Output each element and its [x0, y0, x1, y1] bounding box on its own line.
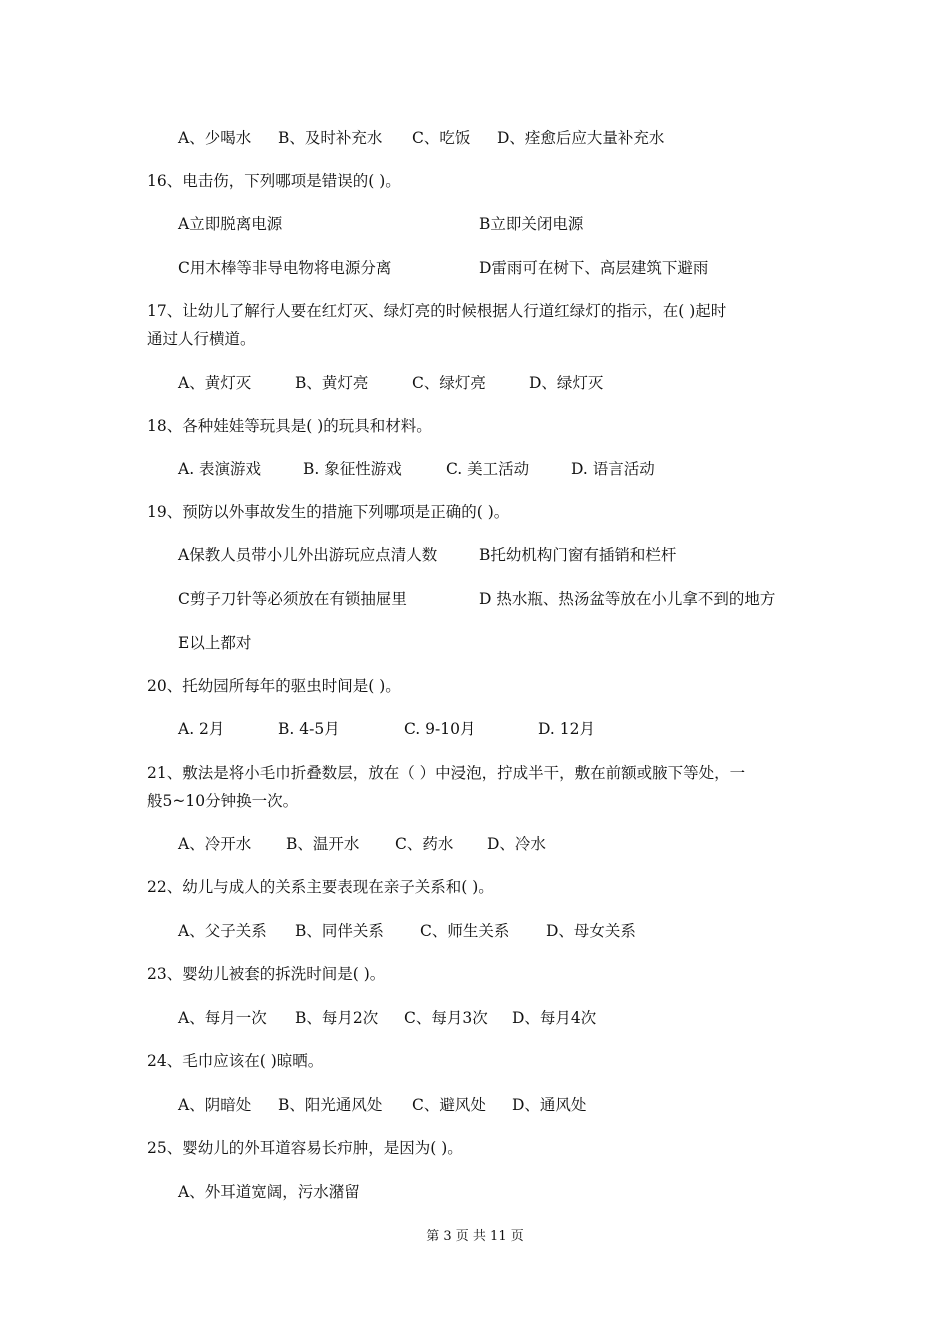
q18-option-c: C. 美工活动 — [446, 460, 530, 478]
q18-stem: 18、各种娃娃等玩具是( )的玩具和材料。 — [147, 417, 432, 435]
q22-option-b: B、同伴关系 — [295, 922, 384, 940]
q15-option-a: A、少喝水 — [178, 129, 252, 147]
q20-stem: 20、托幼园所每年的驱虫时间是( )。 — [147, 677, 401, 695]
q19-stem: 19、预防以外事故发生的措施下列哪项是正确的( )。 — [147, 503, 510, 521]
q16-option-c: C用木棒等非导电物将电源分离 — [178, 259, 392, 277]
q21-stem-line2: 般5~10分钟换一次。 — [147, 792, 299, 810]
q17-stem-line1: 17、让幼儿了解行人要在红灯灭、绿灯亮的时候根据人行道红绿灯的指示，在( )起时 — [147, 302, 727, 320]
q17-option-a: A、黄灯灭 — [178, 374, 252, 392]
q15-option-c: C、吃饭 — [412, 129, 471, 147]
q25-stem: 25、婴幼儿的外耳道容易长疖肿，是因为( )。 — [147, 1139, 463, 1157]
q21-option-a: A、冷开水 — [178, 835, 252, 853]
q24-option-c: C、避风处 — [412, 1096, 486, 1114]
q20-option-a: A. 2月 — [178, 720, 225, 738]
q22-option-c: C、师生关系 — [420, 922, 510, 940]
q16-stem: 16、电击伤，下列哪项是错误的( )。 — [147, 172, 401, 190]
q23-option-b: B、每月2次 — [295, 1009, 379, 1027]
q19-option-c: C剪子刀针等必须放在有锁抽屉里 — [178, 590, 407, 608]
q17-option-b: B、黄灯亮 — [295, 374, 369, 392]
q23-stem: 23、婴幼儿被套的拆洗时间是( )。 — [147, 965, 386, 983]
q22-option-d: D、母女关系 — [546, 922, 636, 940]
q19-option-a: A保教人员带小儿外出游玩应点清人数 — [178, 546, 438, 564]
q22-option-a: A、父子关系 — [178, 922, 267, 940]
q19-option-d: D 热水瓶、热汤盆等放在小儿拿不到的地方 — [479, 590, 776, 608]
q22-stem: 22、幼儿与成人的关系主要表现在亲子关系和( )。 — [147, 878, 494, 896]
q20-option-d: D. 12月 — [538, 720, 595, 738]
q23-option-d: D、每月4次 — [512, 1009, 597, 1027]
q21-option-b: B、温开水 — [286, 835, 360, 853]
q24-stem: 24、毛巾应该在( )晾晒。 — [147, 1052, 324, 1070]
q21-option-c: C、药水 — [395, 835, 454, 853]
q17-option-d: D、绿灯灭 — [529, 374, 604, 392]
q16-option-b: B立即关闭电源 — [479, 215, 584, 233]
q18-option-b: B. 象征性游戏 — [303, 460, 402, 478]
q24-option-d: D、通风处 — [512, 1096, 587, 1114]
q19-option-e: E以上都对 — [178, 634, 252, 652]
q16-option-d: D雷雨可在树下、高层建筑下避雨 — [479, 259, 709, 277]
q20-option-b: B. 4-5月 — [278, 720, 340, 738]
q15-option-b: B、及时补充水 — [278, 129, 383, 147]
q18-option-a: A. 表演游戏 — [178, 460, 262, 478]
q21-option-d: D、冷水 — [487, 835, 546, 853]
q18-option-d: D. 语言活动 — [571, 460, 655, 478]
q16-option-a: A立即脱离电源 — [178, 215, 283, 233]
q24-option-a: A、阴暗处 — [178, 1096, 252, 1114]
q17-stem-line2: 通过人行横道。 — [147, 330, 256, 348]
q23-option-c: C、每月3次 — [404, 1009, 488, 1027]
q20-option-c: C. 9-10月 — [404, 720, 476, 738]
page-number: 第 3 页 共 11 页 — [426, 1229, 524, 1244]
q21-stem-line1: 21、敷法是将小毛巾折叠数层，放在（ ）中浸泡，拧成半干，敷在前额或腋下等处，一 — [147, 764, 746, 782]
q15-option-d: D、痊愈后应大量补充水 — [497, 129, 665, 147]
q24-option-b: B、阳光通风处 — [278, 1096, 383, 1114]
q23-option-a: A、每月一次 — [178, 1009, 267, 1027]
q17-option-c: C、绿灯亮 — [412, 374, 486, 392]
q19-option-b: B托幼机构门窗有插销和栏杆 — [479, 546, 677, 564]
q25-option-a: A、外耳道宽阔，污水潴留 — [178, 1183, 360, 1201]
